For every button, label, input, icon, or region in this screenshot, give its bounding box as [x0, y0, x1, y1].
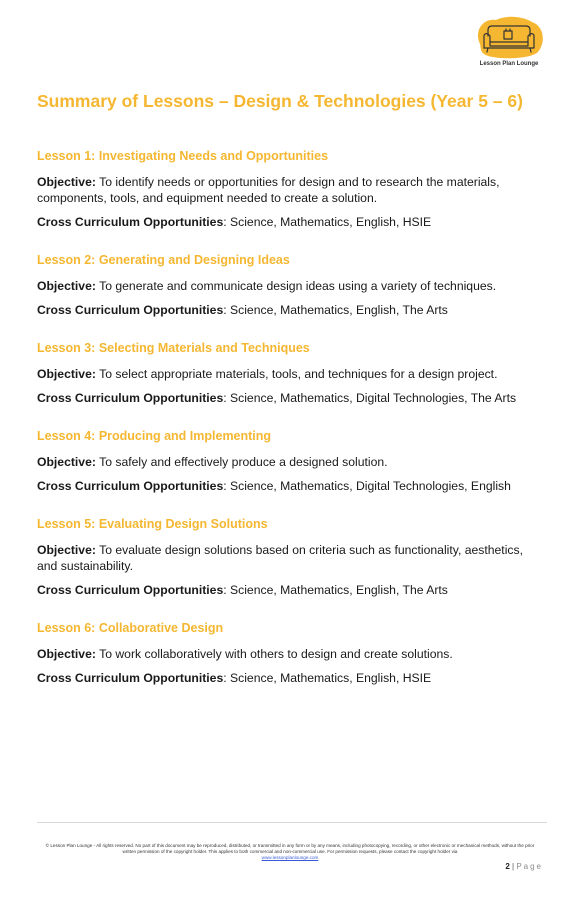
- lesson-title: Lesson 3: Selecting Materials and Techniques: [37, 341, 310, 355]
- page-number: [505, 862, 543, 871]
- cross-text: Science, Mathematics, English, The Arts: [230, 583, 448, 597]
- lesson-cross-curriculum: Cross Curriculum Opportunities: Science, Mathematics, Digital Technologies, English: [37, 479, 511, 493]
- cross-label: Cross Curriculum Opportunities: [37, 391, 224, 405]
- lesson-objective: [37, 454, 537, 470]
- lesson-2: [37, 253, 537, 318]
- footer-copyright: [40, 843, 540, 861]
- lesson-1: [37, 149, 537, 230]
- objective-text: To select appropriate materials, tools, and techniques for a design project.: [99, 367, 498, 381]
- lesson-cross-curriculum: Cross Curriculum Opportunities: Science, Mathematics, English, The Arts: [37, 583, 448, 597]
- objective-text: To identify needs or opportunities for design and to research the materials, components, tools, and equipment needed to create a solution.: [37, 175, 500, 205]
- objective-label: Objective:: [37, 175, 96, 189]
- lesson-objective: [37, 646, 537, 662]
- page-number-value: 2: [505, 862, 510, 871]
- sofa-logo-icon: [472, 14, 546, 62]
- lesson-objective: [37, 278, 537, 294]
- objective-text: To evaluate design solutions based on criteria such as functionality, aesthetics, and sustainability.: [37, 543, 523, 573]
- lesson-3: [37, 341, 537, 406]
- lesson-title: Lesson 1: Investigating Needs and Opportunities: [37, 149, 329, 163]
- lesson-title: Lesson 6: Collaborative Design: [37, 621, 224, 635]
- lesson-title: Lesson 5: Evaluating Design Solutions: [37, 517, 268, 531]
- objective-text: To generate and communicate design ideas using a variety of techniques.: [99, 279, 497, 293]
- objective-text: To safely and effectively produce a designed solution.: [99, 455, 388, 469]
- objective-label: Objective:: [37, 455, 96, 469]
- logo: [472, 14, 546, 72]
- objective-label: Objective:: [37, 543, 96, 557]
- objective-label: Objective:: [37, 367, 96, 381]
- lesson-title: Lesson 2: Generating and Designing Ideas: [37, 253, 290, 267]
- objective-label: Objective:: [37, 647, 96, 661]
- cross-text: Science, Mathematics, English, HSIE: [230, 215, 432, 229]
- lesson-cross-curriculum: Cross Curriculum Opportunities: Science, Mathematics, English, HSIE: [37, 215, 432, 229]
- footer-website-link[interactable]: www.lessonplanlounge.com: [261, 855, 319, 860]
- cross-text: Science, Mathematics, English, HSIE: [230, 671, 432, 685]
- cross-text: Science, Mathematics, Digital Technologies, English: [230, 479, 511, 493]
- lessons-list: [37, 149, 537, 709]
- lesson-objective: [37, 366, 537, 382]
- cross-label: Cross Curriculum Opportunities: [37, 215, 224, 229]
- copyright-text: © Lesson Plan Lounge - All rights reserved. No part of this document may be reproduced, distributed, or transmitted in any form or by any means, including photocopying, recording, or other electronic or mechanical methods, without the prior written permission of the copyright holder. This applies to both commercial and non-commercial use. For permission requests, please contact the copyright holder via: [45, 843, 535, 854]
- lesson-cross-curriculum: Cross Curriculum Opportunities: Science, Mathematics, English, The Arts: [37, 303, 448, 317]
- cross-text: Science, Mathematics, English, The Arts: [230, 303, 448, 317]
- cross-label: Cross Curriculum Opportunities: [37, 671, 224, 685]
- lesson-4: [37, 429, 537, 494]
- lesson-title: Lesson 4: Producing and Implementing: [37, 429, 272, 443]
- page-separator: |: [512, 862, 515, 871]
- page-word: Page: [516, 862, 543, 871]
- lesson-cross-curriculum: Cross Curriculum Opportunities: Science, Mathematics, English, HSIE: [37, 671, 432, 685]
- cross-text: Science, Mathematics, Digital Technologies, The Arts: [230, 391, 517, 405]
- lesson-objective: [37, 542, 537, 574]
- footer-divider: [37, 822, 547, 823]
- objective-label: Objective:: [37, 279, 96, 293]
- lesson-objective: [37, 174, 537, 206]
- lesson-5: [37, 517, 537, 598]
- cross-label: Cross Curriculum Opportunities: [37, 479, 224, 493]
- cross-label: Cross Curriculum Opportunities: [37, 583, 224, 597]
- logo-text: Lesson Plan Lounge: [479, 61, 539, 67]
- lesson-cross-curriculum: Cross Curriculum Opportunities: Science, Mathematics, Digital Technologies, The Arts: [37, 391, 517, 405]
- lesson-6: [37, 621, 537, 686]
- objective-text: To work collaboratively with others to design and create solutions.: [99, 647, 453, 661]
- page-title: Summary of Lessons – Design & Technologies (Year 5 – 6): [37, 91, 523, 111]
- cross-label: Cross Curriculum Opportunities: [37, 303, 224, 317]
